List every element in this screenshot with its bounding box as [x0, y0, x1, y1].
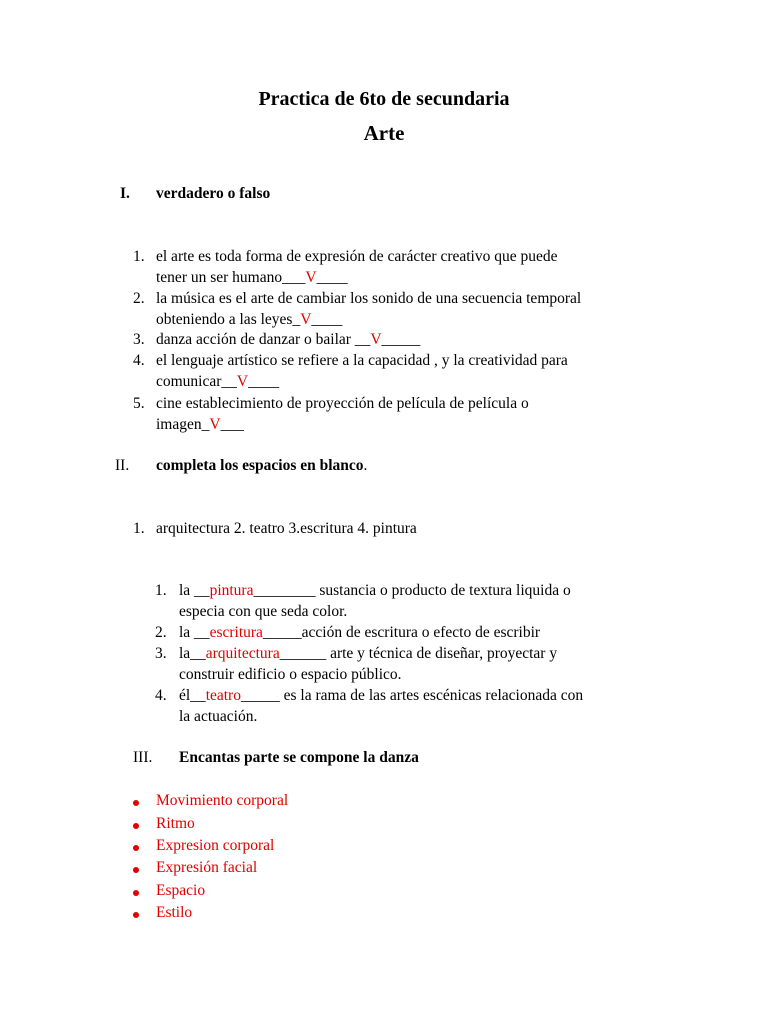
bullet-text: Expresión facial — [156, 859, 258, 876]
tf-item-2 — [0, 288, 768, 330]
bullet-icon — [133, 912, 139, 918]
section-1-title: verdadero o falso — [156, 185, 271, 202]
item-text: ________ sustancia o producto de textura liquida o — [253, 582, 571, 599]
item-number: 3. — [133, 331, 145, 348]
blank: ____ — [248, 373, 280, 390]
item-number: 2. — [155, 624, 167, 641]
section-2-title-end: . — [363, 457, 368, 474]
section-3-number: III. — [133, 749, 153, 766]
fill-item-1 — [0, 580, 768, 622]
fill-item-3 — [0, 643, 768, 685]
item-text: construir edificio o espacio público. — [179, 666, 402, 683]
tf-item-3 — [0, 329, 768, 350]
list-item — [133, 859, 433, 880]
list-item — [133, 904, 433, 925]
item-text: cine establecimiento de proyección de película de película o — [156, 395, 529, 412]
item-text: tener un ser humano___ — [156, 269, 306, 286]
item-text: él__ — [179, 687, 206, 704]
bullet-icon — [133, 845, 139, 851]
item-text: _____acción de escritura o efecto de escribir — [262, 624, 541, 641]
bullet-text: Ritmo — [156, 815, 195, 832]
answer: V — [236, 373, 249, 390]
bullet-icon — [133, 823, 139, 829]
bullet-icon — [133, 867, 139, 873]
bullet-text: Movimiento corporal — [156, 792, 289, 809]
bullet-text: Espacio — [156, 882, 206, 899]
section-2-heading — [0, 457, 768, 477]
page-subtitle: Arte — [363, 121, 405, 145]
tf-item-5 — [0, 393, 768, 435]
item-number: 1. — [155, 582, 167, 599]
item-number: 1. — [133, 248, 145, 265]
item-text: la __ — [179, 624, 210, 641]
blank: _____ — [381, 331, 421, 348]
bullet-text: Expresion corporal — [156, 837, 275, 854]
blank: ___ — [220, 416, 244, 433]
answer: V — [370, 331, 382, 348]
word-options — [0, 518, 768, 539]
section-2-title: completa los espacios en blanco — [156, 457, 364, 474]
item-number: 4. — [155, 687, 167, 704]
section-1-heading — [0, 185, 768, 205]
section-3-title: Encantas parte se compone la danza — [179, 749, 419, 766]
list-item — [133, 882, 433, 903]
section-2-number: II. — [115, 457, 130, 474]
bullet-text: Estilo — [156, 904, 193, 921]
item-text: la __ — [179, 582, 210, 599]
answer: pintura — [209, 582, 254, 599]
answer: escritura — [209, 624, 263, 641]
answer: V — [305, 269, 317, 286]
section-3-heading — [0, 749, 768, 769]
item-text: el arte es toda forma de expresión de carácter creativo que puede — [156, 248, 558, 265]
blank: ____ — [311, 311, 343, 328]
tf-item-4 — [0, 350, 768, 392]
item-text: ______ arte y técnica de diseñar, proyectar y — [279, 645, 558, 662]
list-item — [133, 792, 433, 813]
answer: V — [300, 311, 312, 328]
item-number: 3. — [155, 645, 167, 662]
item-number: 5. — [133, 395, 145, 412]
bullet-icon — [133, 890, 139, 896]
item-text: la__ — [179, 645, 206, 662]
item-number: 4. — [133, 352, 145, 369]
tf-item-1 — [0, 246, 768, 288]
item-text: especia con que seda color. — [179, 603, 348, 620]
fill-item-4 — [0, 685, 768, 727]
item-text: el lenguaje artístico se refiere a la capacidad , y la creatividad para — [156, 352, 568, 369]
answer: teatro — [205, 687, 241, 704]
item-number: 2. — [133, 290, 145, 307]
fill-item-2 — [0, 622, 768, 643]
options-text: arquitectura 2. teatro 3.escritura 4. pintura — [156, 520, 417, 537]
item-text: la música es el arte de cambiar los sonido de una secuencia temporal — [156, 290, 582, 307]
item-text: obteniendo a las leyes_ — [156, 311, 301, 328]
list-item — [133, 815, 433, 836]
section-1-number: I. — [120, 185, 130, 202]
blank: ____ — [316, 269, 348, 286]
answer: V — [209, 416, 221, 433]
item-text: imagen_ — [156, 416, 210, 433]
item-text: la actuación. — [179, 708, 258, 725]
item-text: _____ es la rama de las artes escénicas relacionada con — [240, 687, 584, 704]
item-number: 1. — [133, 520, 145, 537]
answer: arquitectura — [205, 645, 280, 662]
page-title: Practica de 6to de secundaria — [258, 88, 510, 110]
item-text: danza acción de danzar o bailar __ — [156, 331, 371, 348]
bullet-icon — [133, 800, 139, 806]
item-text: comunicar__ — [156, 373, 237, 390]
list-item — [133, 837, 433, 858]
